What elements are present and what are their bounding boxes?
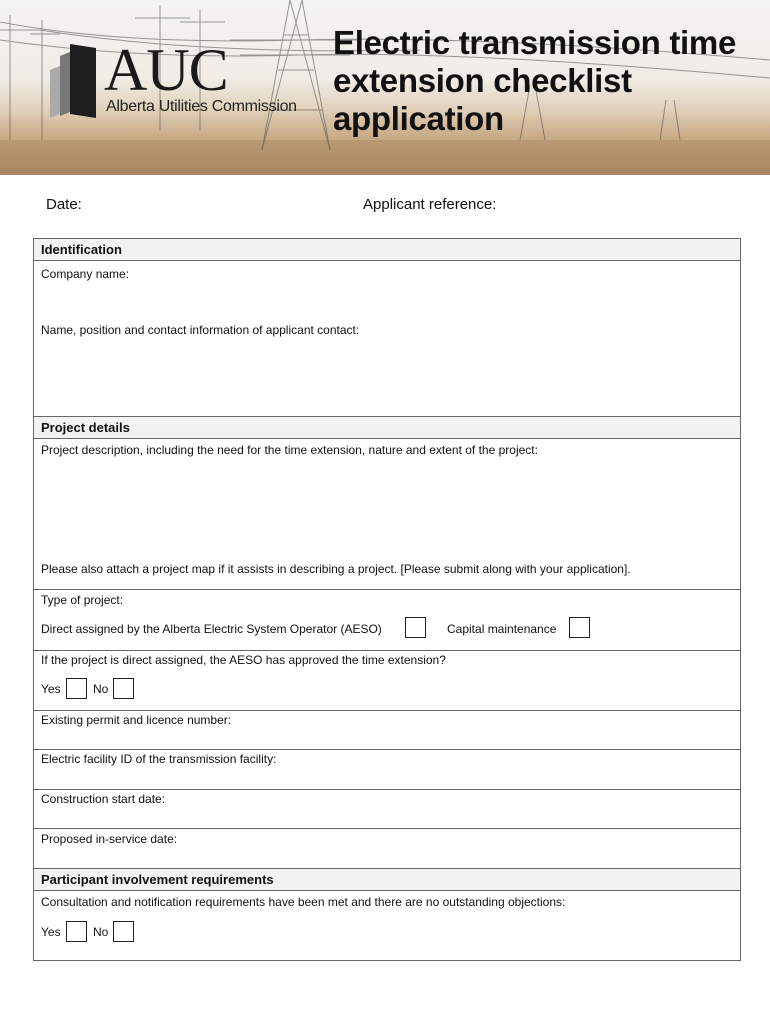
company-name-label[interactable]: Company name: bbox=[41, 267, 130, 281]
direct-assigned-checkbox[interactable] bbox=[405, 617, 426, 638]
project-description-label[interactable]: Project description, including the need for the time extension, nature and extent of the project: bbox=[41, 443, 538, 457]
divider bbox=[34, 828, 740, 829]
facility-id-label[interactable]: Electric facility ID of the transmission facility: bbox=[41, 752, 277, 766]
consultation-yes-label: Yes bbox=[41, 925, 61, 939]
aeso-no-label: No bbox=[93, 682, 109, 696]
divider bbox=[34, 589, 740, 590]
construction-start-label[interactable]: Construction start date: bbox=[41, 792, 166, 806]
divider bbox=[34, 789, 740, 790]
permit-licence-label[interactable]: Existing permit and licence number: bbox=[41, 713, 232, 727]
capital-maintenance-checkbox[interactable] bbox=[569, 617, 590, 638]
project-map-note: Please also attach a project map if it assists in describing a project. [Please submit along with your application]. bbox=[41, 562, 631, 576]
type-of-project-label: Type of project: bbox=[41, 593, 124, 607]
capital-maintenance-label: Capital maintenance bbox=[447, 622, 557, 636]
applicant-reference-label[interactable]: Applicant reference: bbox=[363, 196, 497, 213]
title-line-3: application bbox=[333, 100, 504, 137]
logo-subtitle: Alberta Utilities Commission bbox=[106, 98, 297, 115]
consultation-yes-checkbox[interactable] bbox=[66, 921, 87, 942]
date-label[interactable]: Date: bbox=[46, 196, 82, 213]
identification-heading bbox=[34, 239, 740, 261]
aeso-yes-label: Yes bbox=[41, 682, 61, 696]
title-line-1: Electric transmission time bbox=[333, 24, 737, 61]
page-title bbox=[333, 24, 763, 138]
divider bbox=[34, 650, 740, 651]
checklist-form bbox=[33, 238, 741, 961]
project-details-heading bbox=[34, 417, 740, 439]
applicant-contact-label[interactable]: Name, position and contact information of applicant contact: bbox=[41, 323, 360, 337]
identification-heading-text: Identification bbox=[41, 242, 122, 257]
in-service-date-label[interactable]: Proposed in-service date: bbox=[41, 832, 178, 846]
project-details-heading-text: Project details bbox=[41, 420, 130, 435]
divider bbox=[34, 710, 740, 711]
consultation-no-label: No bbox=[93, 925, 109, 939]
consultation-question: Consultation and notification requirements have been met and there are no outstanding objections: bbox=[41, 895, 566, 909]
auc-logo-icon bbox=[48, 44, 98, 122]
header-banner bbox=[0, 0, 770, 175]
participant-heading bbox=[34, 869, 740, 891]
participant-heading-text: Participant involvement requirements bbox=[41, 872, 274, 887]
divider bbox=[34, 749, 740, 750]
aeso-yes-checkbox[interactable] bbox=[66, 678, 87, 699]
aeso-approval-question: If the project is direct assigned, the AESO has approved the time extension? bbox=[41, 653, 446, 667]
direct-assigned-label: Direct assigned by the Alberta Electric System Operator (AESO) bbox=[41, 622, 382, 636]
consultation-no-checkbox[interactable] bbox=[113, 921, 134, 942]
aeso-no-checkbox[interactable] bbox=[113, 678, 134, 699]
logo-wordmark: AUC bbox=[104, 37, 228, 103]
title-line-2: extension checklist bbox=[333, 62, 632, 99]
